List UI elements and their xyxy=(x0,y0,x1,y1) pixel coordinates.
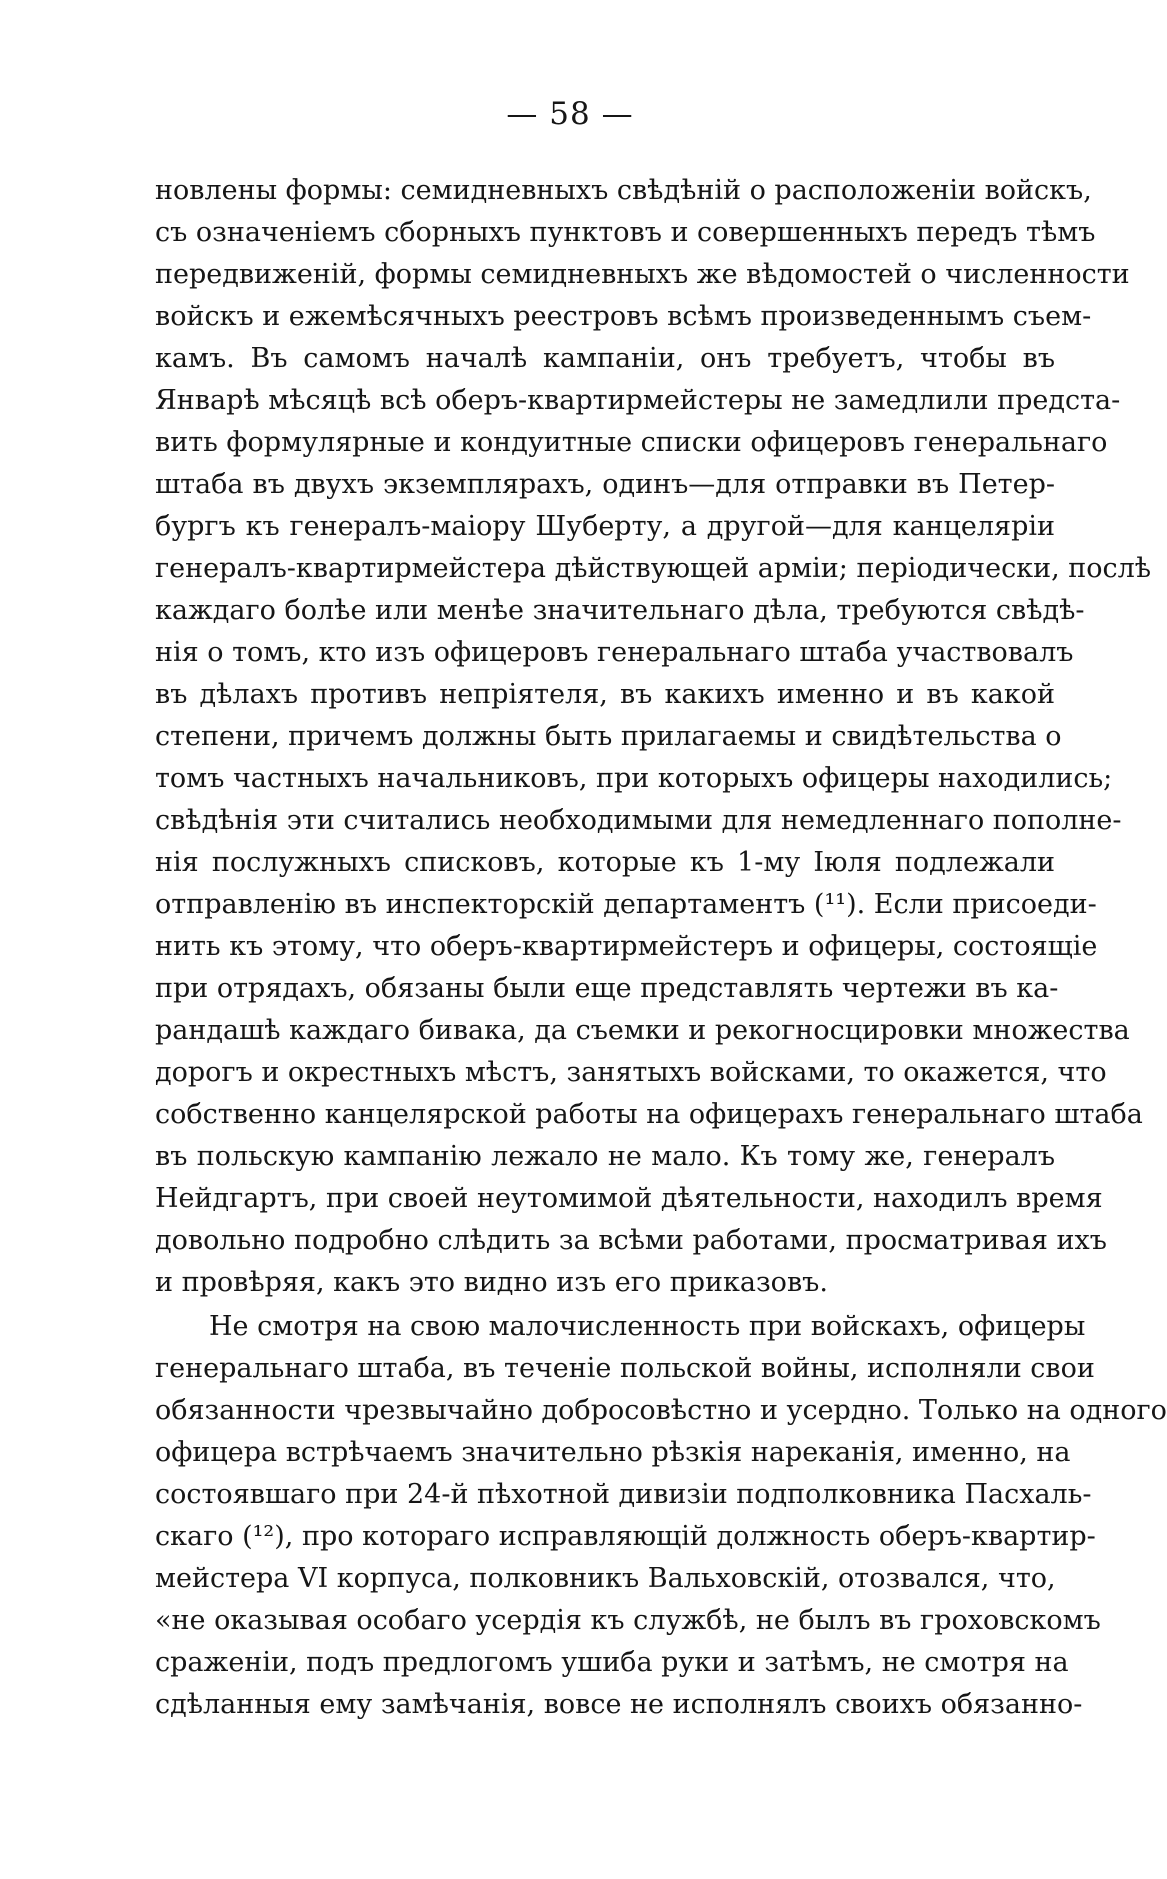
page-number: — 58 — xyxy=(506,96,634,132)
text-line: Нейдгартъ, при своей неутомимой дѣятельности, находилъ время xyxy=(155,1183,1103,1214)
text-line: собственно канцелярской работы на офицерахъ генеральнаго штаба xyxy=(155,1099,1143,1130)
text-line: офицера встрѣчаемъ значительно рѣзкія нареканія, именно, на xyxy=(155,1437,1071,1468)
text-line: каждаго болѣе или менѣе значительнаго дѣла, требуются свѣдѣ- xyxy=(155,595,1085,626)
text-line: при отрядахъ, обязаны были еще представлять чертежи въ ка- xyxy=(155,973,1059,1004)
text-line: нія послужныхъ списковъ, которые къ 1-му Іюля подлежали xyxy=(155,847,1055,878)
text-line: мейстера VI корпуса, полковникъ Вальховскій, отозвался, что, xyxy=(155,1563,1056,1594)
text-line: «не оказывая особаго усердія къ службѣ, не былъ въ гроховскомъ xyxy=(155,1605,1101,1636)
text-line: свѣдѣнія эти считались необходимыми для немедленнаго пополне- xyxy=(155,805,1122,836)
text-line: Январѣ мѣсяцѣ всѣ оберъ-квартирмейстеры не замедлили предста- xyxy=(155,385,1121,416)
text-line: сдѣланныя ему замѣчанія, вовсе не исполнялъ своихъ обязанно- xyxy=(155,1689,1083,1720)
text-line: вить формулярные и кондуитные списки офицеровъ генеральнаго xyxy=(155,427,1108,458)
text-line: рандашѣ каждаго бивака, да съемки и рекогносцировки множества xyxy=(155,1015,1130,1046)
text-line: въ дѣлахъ противъ непріятеля, въ какихъ именно и въ какой xyxy=(155,679,1055,710)
text-line: томъ частныхъ начальниковъ, при которыхъ офицеры находились; xyxy=(155,763,1113,794)
text-line: нить къ этому, что оберъ-квартирмейстеръ и офицеры, состоящіе xyxy=(155,931,1098,962)
text-line: и провѣряя, какъ это видно изъ его приказовъ. xyxy=(155,1267,828,1298)
text-line: генералъ-квартирмейстера дѣйствующей арміи; періодически, послѣ xyxy=(155,553,1152,584)
text-line: нія о томъ, кто изъ офицеровъ генеральнаго штаба участвовалъ xyxy=(155,637,1074,668)
text-line: штаба въ двухъ экземплярахъ, одинъ—для отправки въ Петер- xyxy=(155,469,1055,500)
text-line: скаго (¹²), про котораго исправляющій должность оберъ-квартир- xyxy=(155,1521,1096,1552)
text-line: новлены формы: семидневныхъ свѣдѣній о расположеніи войскъ, xyxy=(155,175,1092,206)
text-line: сраженіи, подъ предлогомъ ушиба руки и затѣмъ, не смотря на xyxy=(155,1647,1069,1678)
text-line: отправленію въ инспекторскій департаментъ (¹¹). Если присоеди- xyxy=(155,889,1097,920)
paragraph-2 xyxy=(155,1306,1167,1726)
text-line: степени, причемъ должны быть прилагаемы и свидѣтельства о xyxy=(155,721,1062,752)
text-line: въ польскую кампанію лежало не мало. Къ тому же, генералъ xyxy=(155,1141,1055,1172)
text-line: обязанности чрезвычайно добросовѣстно и усердно. Только на одного xyxy=(155,1395,1167,1426)
text-line: съ означеніемъ сборныхъ пунктовъ и совершенныхъ передъ тѣмъ xyxy=(155,217,1096,248)
text-line: камъ. Въ самомъ началѣ кампаніи, онъ требуетъ, чтобы въ xyxy=(155,343,1055,374)
text-line: дорогъ и окрестныхъ мѣстъ, занятыхъ войсками, то окажется, что xyxy=(155,1057,1107,1088)
text-line: Не смотря на свою малочисленность при войскахъ, офицеры xyxy=(209,1311,1086,1342)
text-line: бургъ къ генералъ-маіору Шуберту, а другой—для канцеляріи xyxy=(155,511,1055,542)
text-line: войскъ и ежемѣсячныхъ реестровъ всѣмъ произведеннымъ съем- xyxy=(155,301,1092,332)
text-line: передвиженій, формы семидневныхъ же вѣдомостей о численности xyxy=(155,259,1130,290)
text-line: генеральнаго штаба, въ теченіе польской войны, исполняли свои xyxy=(155,1353,1095,1384)
text-line: состоявшаго при 24-й пѣхотной дивизіи подполковника Пасхаль- xyxy=(155,1479,1092,1510)
paragraph-1 xyxy=(155,170,1152,1304)
text-line: довольно подробно слѣдить за всѣми работами, просматривая ихъ xyxy=(155,1225,1107,1256)
